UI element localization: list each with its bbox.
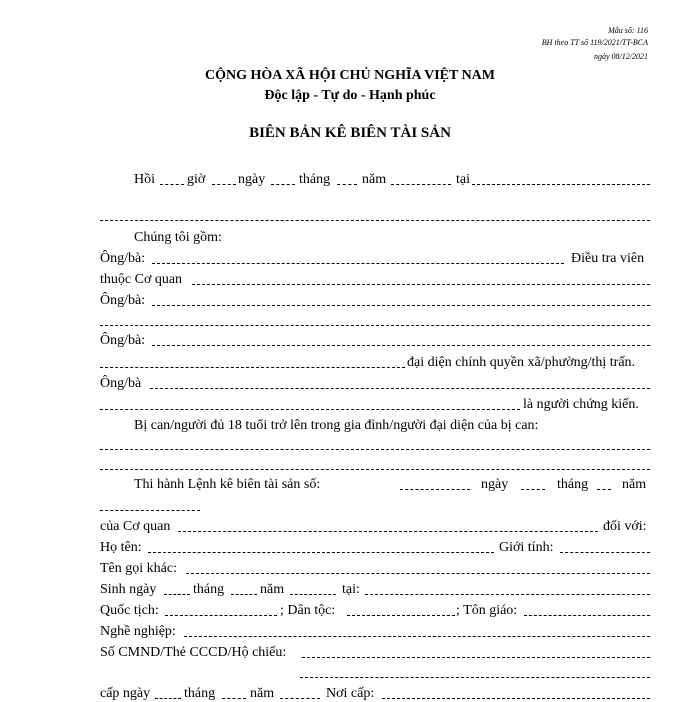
field-issue-day[interactable] [155,698,181,699]
field-person-3[interactable] [152,345,650,346]
field-day[interactable] [271,184,295,185]
label-doi-voi: đối với: [603,519,647,534]
label-dieu-tra-vien: Điều tra viên [571,251,645,266]
label-dai-dien: đại diện chính quyền xã/phường/thị trấn. [407,355,636,370]
issued-by: BH theo TT số 119/2021/TT-BCA [541,38,648,47]
field-id-number-cont[interactable] [300,677,650,678]
field-defendant-cont[interactable] [100,469,650,470]
label-thi-hanh: Thi hành Lệnh kê biên tài sản số: [134,477,321,492]
label-gioi-tinh: Giới tính: [499,540,554,555]
label-cap-ngay: cấp ngày [100,686,151,701]
label-cua-co-quan: của Cơ quan [100,519,171,534]
field-issue-year[interactable] [280,698,320,699]
field-issue-place[interactable] [382,698,650,699]
motto: Độc lập - Tự do - Hạnh phúc [264,88,436,103]
label-bi-can: Bị can/người đủ 18 tuổi trở lên trong gia đình/người đại diện của bị can: [134,418,539,433]
label-quoc-tich: Quốc tịch: [100,603,159,618]
label-nam: năm [362,172,387,187]
field-agency[interactable] [192,284,650,285]
field-order-day[interactable] [521,489,545,490]
label-nam-4: năm [250,686,275,701]
issued-date: ngày 08/12/2021 [594,52,648,61]
label-dan-toc: ; Dân tộc: [280,603,336,618]
field-birth-year[interactable] [290,594,336,595]
field-alias[interactable] [186,573,650,574]
field-ethnicity[interactable] [347,615,455,616]
label-thang-4: tháng [184,686,216,701]
label-sinh-ngay: Sinh ngày [100,582,157,597]
label-ong-ba-2: Ông/bà: [100,293,146,308]
field-person-3-cont[interactable] [100,367,405,368]
field-place[interactable] [472,184,650,185]
nation-heading: CỘNG HÒA XÃ HỘI CHỦ NGHĨA VIỆT NAM [204,68,495,83]
field-person-2-cont[interactable] [100,325,650,326]
label-thang-2: tháng [557,477,589,492]
field-investigator[interactable] [152,263,564,264]
field-witness[interactable] [150,388,650,389]
label-ten-goi-khac: Tên gọi khác: [100,561,177,576]
label-ngay-2: ngày [481,477,509,492]
field-id-number[interactable] [302,657,650,658]
label-so-cmnd: Số CMND/Thẻ CCCD/Hộ chiếu: [100,645,287,660]
field-occupation[interactable] [184,636,650,637]
label-gio: giờ [187,172,206,187]
field-hour[interactable] [160,184,184,185]
field-order-month[interactable] [597,489,611,490]
label-noi-cap: Nơi cấp: [326,686,375,701]
label-chung-toi-gom: Chúng tôi gồm: [134,230,222,245]
label-ho-ten: Họ tên: [100,540,142,555]
field-witness-cont[interactable] [100,409,520,410]
field-year[interactable] [391,184,451,185]
label-ton-giao: ; Tôn giáo: [456,603,518,618]
label-tai-3: tại: [342,582,360,597]
field-issue-month[interactable] [222,698,246,699]
document-title: BIÊN BẢN KÊ BIÊN TÀI SẢN [249,125,451,141]
label-tai: tại [456,172,470,187]
label-thuoc-co-quan: thuộc Cơ quan [100,272,183,287]
label-nghe-nghiep: Nghề nghiệp: [100,624,176,639]
field-place-cont[interactable] [100,220,650,221]
field-full-name[interactable] [148,552,494,553]
label-nguoi-chung-kien: là người chứng kiến. [523,397,639,412]
field-issuing-agency[interactable] [178,531,598,532]
label-thang: tháng [299,172,331,187]
field-religion[interactable] [524,615,650,616]
label-thang-3: tháng [193,582,225,597]
label-nam-2: năm [622,477,647,492]
field-birth-place[interactable] [365,594,650,595]
field-order-number[interactable] [400,489,470,490]
label-ong-ba-1: Ông/bà: [100,251,146,266]
field-nationality[interactable] [165,615,277,616]
label-nam-3: năm [260,582,285,597]
field-minute[interactable] [212,184,236,185]
label-ong-ba-4: Ông/bà [100,376,142,391]
label-ong-ba-3: Ông/bà: [100,333,146,348]
field-defendant[interactable] [100,449,650,450]
label-hoi: Hồi [134,172,155,187]
field-order-year[interactable] [100,510,200,511]
field-person-2[interactable] [152,305,650,306]
field-birth-month[interactable] [231,594,257,595]
label-ngay: ngày [238,172,266,187]
field-gender[interactable] [560,552,650,553]
form-number: Mẫu số: 116 [608,26,648,35]
field-month[interactable] [337,184,357,185]
field-birth-day[interactable] [164,594,190,595]
